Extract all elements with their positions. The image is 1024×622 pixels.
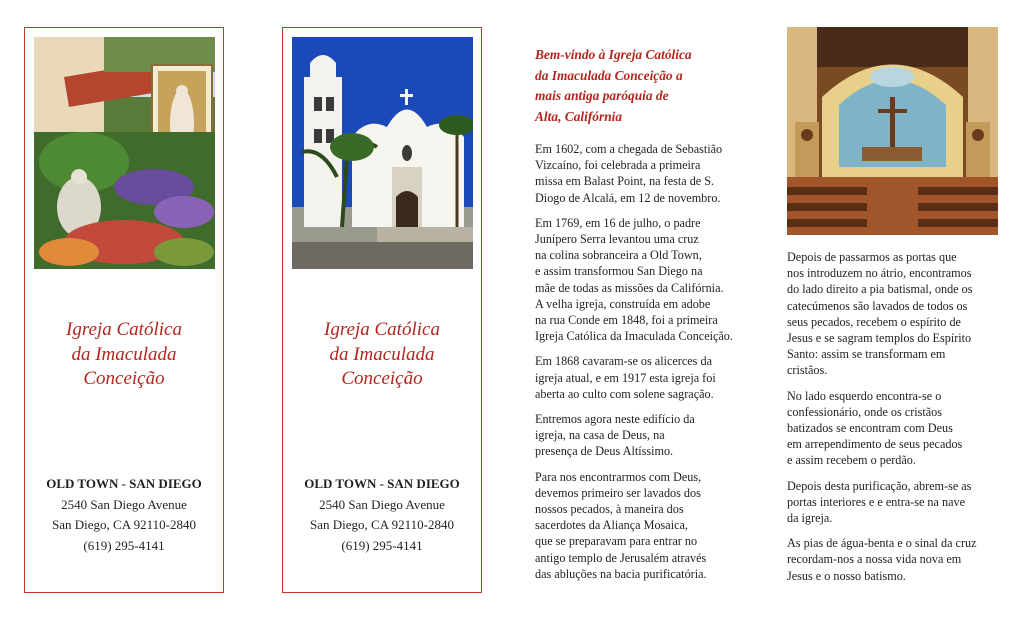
street-address: 2540 San Diego Avenue <box>61 496 187 512</box>
nave-paragraph-2: No lado esquerdo encontra-se o confessionário, onde os cristãos batizados se encontram com Deus em arrependimento de seus pecados e assim recebem o perdão. <box>787 388 963 468</box>
nave-paragraph-4: As pias de água-benta e o sinal da cruz recordam-nos a nossa vida nova em Jesus e o nosso batismo. <box>787 536 977 583</box>
location-label: OLD TOWN - SAN DIEGO <box>304 476 460 491</box>
street-address: 2540 San Diego Avenue <box>319 496 445 512</box>
nave-paragraph-1: Depois de passarmos as portas que nos introduzem no átrio, encontramos do lado direito a pia batismal, onde os catecúmenos são lavados de todos os seus pecados, recebem o espírito de Jesus e se sagram templos do Espírito Santo: assim se transformam em cristãos. <box>787 250 973 378</box>
nave-column <box>787 249 1001 593</box>
history-paragraph-1: Em 1602, com a chegada de Sebastião Vizcaíno, foi celebrada a primeira missa em Balast Point, na festa de S. Diogo de Alcalá, em 12 de novembro. <box>535 142 723 205</box>
history-paragraph-4: Entremos agora neste edifício da igreja, na casa de Deus, na presença de Deus Altíssimo. <box>535 412 695 459</box>
history-paragraph-2: Em 1769, em 16 de julho, o padre Junípero Serra levantou uma cruz na colina sobranceira a Old Town, e assim transformou San Diego na mãe de todas as missões da Califórnia. A velha igreja, construída em adobe na rua Conde em 1848, foi a primeira Igreja Católica da Imaculada Conceição. <box>535 215 733 344</box>
history-paragraph-5: Para nos encontrarmos com Deus, devemos primeiro ser lavados dos nossos pecados, à maneira dos sacerdotes da Aliança Mosaica, que se preparavam para entrar no antigo templo de Jerusalém através das abluções na bacia purificatória. <box>535 469 707 581</box>
phone-number: (619) 295-4141 <box>83 537 165 553</box>
garden-shrine-photo <box>34 37 215 269</box>
address-block <box>25 474 223 556</box>
city-address: San Diego, CA 92110-2840 <box>52 517 196 532</box>
church-name-title: Igreja Católica da Imaculada Conceição <box>66 319 182 389</box>
history-paragraph-3: Em 1868 cavaram-se os alicerces da igreja atual, e em 1917 esta igreja foi aberta ao culto com solene sagração. <box>535 354 716 401</box>
church-exterior-photo <box>292 37 473 269</box>
history-column <box>535 45 735 591</box>
welcome-heading: Bem-vindo à Igreja Católica da Imaculada Conceição a mais antiga paróquia de Alta, Califórnia <box>535 47 692 124</box>
church-interior-photo <box>787 27 998 235</box>
nave-paragraph-3: Depois desta purificação, abrem-se as portas interiores e e entra-se na nave da igreja. <box>787 478 972 526</box>
phone-number: (619) 295-4141 <box>341 537 423 553</box>
address-block <box>283 474 481 556</box>
location-label: OLD TOWN - SAN DIEGO <box>46 476 202 491</box>
panel-cover-2 <box>282 27 482 593</box>
city-address: San Diego, CA 92110-2840 <box>310 517 454 532</box>
panel-cover-1 <box>24 27 224 593</box>
church-name-title: Igreja Católica da Imaculada Conceição <box>324 319 440 389</box>
